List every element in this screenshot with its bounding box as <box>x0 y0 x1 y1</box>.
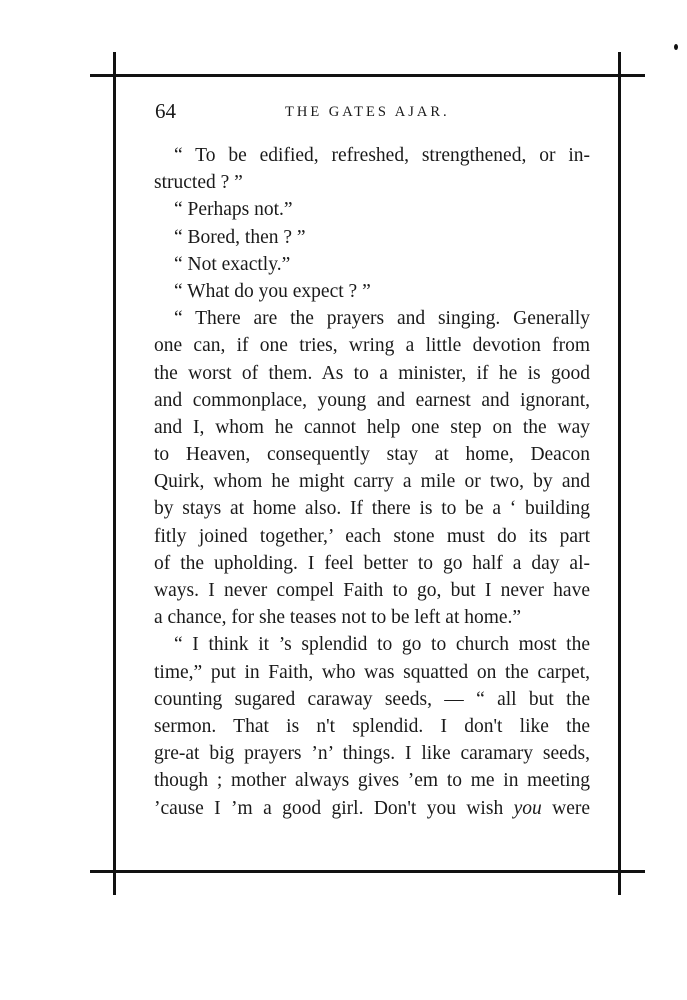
text-line: “ What do you expect ? ” <box>174 280 371 302</box>
body-text <box>154 142 590 822</box>
last-line-end: were <box>541 797 591 819</box>
text-line: one can, if one tries, wring a little devotion from <box>154 335 590 357</box>
ink-speck <box>674 44 678 50</box>
text-line: a chance, for she teases not to be left at home.” <box>154 607 522 629</box>
right-border-rule <box>618 52 621 895</box>
text-line: fitly joined together,’ each stone must do its part <box>154 525 590 547</box>
running-head: THE GATES AJAR. <box>285 104 450 120</box>
text-line: “ I think it ’s splendid to go to church most the <box>174 634 590 656</box>
text-line: and I, whom he cannot help one step on the way <box>154 416 590 438</box>
bottom-border-rule <box>90 870 645 873</box>
text-line: “ Bored, then ? ” <box>174 226 306 248</box>
text-line: sermon. That is n't splendid. I don't like the <box>154 715 590 737</box>
text-line: Quirk, whom he might carry a mile or two, by and <box>154 471 590 493</box>
text-line: ways. I never compel Faith to go, but I never have <box>154 580 590 601</box>
text-line: of the upholding. I feel better to go half a day al- <box>154 552 590 574</box>
last-line-text: ’cause I ’m a good girl. Don't you wish <box>154 797 504 819</box>
text-line: structed ? ” <box>154 172 243 194</box>
left-border-rule <box>113 52 116 895</box>
emphasis-word: you <box>513 797 542 819</box>
text-line: though ; mother always gives ’em to me in meeting <box>154 770 590 792</box>
text-line: “ To be edified, refreshed, strengthened, or in- <box>174 145 590 166</box>
text-line: counting sugared caraway seeds, — “ all but the <box>154 688 590 710</box>
text-line: to Heaven, consequently stay at home, Deacon <box>154 444 590 466</box>
top-border-rule <box>90 74 645 77</box>
text-line: “ There are the prayers and singing. Generally <box>174 308 590 330</box>
text-line: and commonplace, young and earnest and ignorant, <box>154 389 590 411</box>
text-line: gre-at big prayers ’n’ things. I like caramary seeds, <box>154 743 590 765</box>
text-line: by stays at home also. If there is to be a ‘ building <box>154 498 590 520</box>
last-text-line <box>154 795 590 822</box>
text-line: “ Not exactly.” <box>174 253 291 275</box>
text-line: time,” put in Faith, who was squatted on the carpet, <box>154 661 590 683</box>
text-line: the worst of them. As to a minister, if he is good <box>154 362 590 384</box>
text-line: “ Perhaps not.” <box>174 199 293 221</box>
page-number: 64 <box>155 99 176 123</box>
